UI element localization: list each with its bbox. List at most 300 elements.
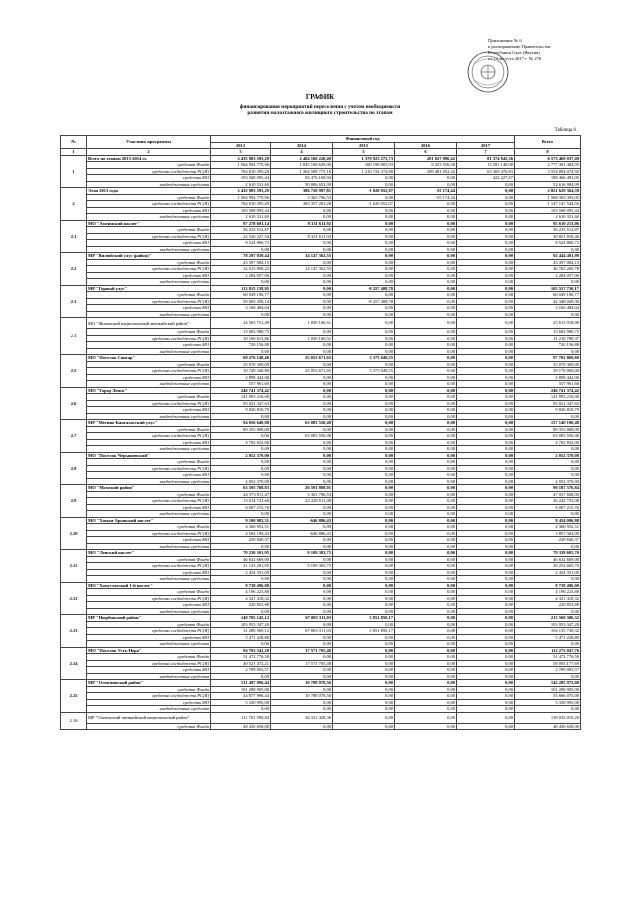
- total-cell: 0,00: [515, 576, 581, 583]
- year-value-cell: 140 705 145,12: [211, 615, 271, 622]
- funding-source-label: средства МО: [87, 207, 211, 214]
- funding-source-label: средства Фонда: [87, 292, 211, 299]
- year-value-cell: 23 228 011,48: [271, 498, 333, 505]
- table-row: [61, 155, 581, 162]
- year-value-cell: 0,00: [457, 465, 515, 472]
- funding-source-label: внебюджетные средства: [87, 446, 211, 453]
- year-value-cell: 0,00: [271, 400, 333, 407]
- year-value-cell: 0,00: [211, 465, 271, 472]
- year-value-cell: 4 702 832,00: [211, 439, 271, 446]
- year-value-cell: 0,00: [333, 595, 395, 602]
- year-value-cell: 56 233 512,87: [211, 227, 271, 234]
- total-cell: 39 176 068,00: [515, 368, 581, 375]
- header-year: 2013: [211, 142, 271, 149]
- year-value-cell: 0,00: [271, 699, 333, 706]
- funding-source-label: средства госбюджета РС(Я): [87, 368, 211, 375]
- year-value-cell: 94 703 342,28: [211, 647, 271, 654]
- year-value-cell: 0,00: [333, 478, 395, 485]
- total-cell: 0,00: [515, 706, 581, 713]
- total-cell: 103 953 347,20: [515, 621, 581, 628]
- year-value-cell: 0,00: [271, 279, 333, 286]
- year-value-cell: 0,00: [457, 498, 515, 505]
- total-cell: 95 021 347,63: [515, 400, 581, 407]
- year-value-cell: 0,00: [271, 543, 333, 550]
- year-value-cell: 0,00: [333, 706, 395, 713]
- year-value-cell: 0,00: [395, 686, 457, 693]
- year-value-cell: -55 174,44: [395, 188, 457, 195]
- year-value-cell: 0,00: [457, 439, 515, 446]
- year-value-cell: 0,00: [333, 556, 395, 563]
- year-value-cell: 0,00: [457, 240, 515, 247]
- year-value-cell: 0,00: [395, 667, 457, 674]
- year-value-cell: 50 605 458,14: [211, 298, 271, 305]
- funding-source-label: средства МО: [87, 407, 211, 414]
- total-cell: 2 898 442,00: [515, 374, 581, 381]
- year-value-cell: 0,00: [395, 400, 457, 407]
- year-value-cell: 3 160 484,04: [211, 305, 271, 312]
- year-value-cell: 0,00: [395, 452, 457, 459]
- year-value-cell: 0,00: [457, 712, 515, 723]
- header-participant: Участник программы: [87, 136, 211, 149]
- year-value-cell: 0,00: [457, 589, 515, 596]
- total-cell: 35 666 075,00: [515, 693, 581, 700]
- year-value-cell: 0,00: [271, 374, 333, 381]
- year-value-cell: 0,00: [395, 621, 457, 628]
- funding-source-label: внебюджетные средства: [87, 478, 211, 485]
- year-value-cell: 0,00: [333, 634, 395, 641]
- funding-source-label: средства госбюджета РС(Я): [87, 400, 211, 407]
- year-value-cell: 43 397 084,15: [211, 259, 271, 266]
- year-value-cell: 0,00: [395, 706, 457, 713]
- year-value-cell: 0,00: [333, 311, 395, 318]
- year-value-cell: 0,00: [395, 446, 457, 453]
- year-value-cell: 0,00: [395, 214, 457, 221]
- year-value-cell: 0,00: [271, 361, 333, 368]
- total-cell: 30 252 665,70: [515, 563, 581, 570]
- year-value-cell: 0,00: [333, 576, 395, 583]
- year-value-cell: 0,00: [457, 253, 515, 260]
- year-value-cell: 209 481 052,42: [395, 168, 457, 175]
- row-number: 2.8: [61, 452, 87, 485]
- year-value-cell: 0,00: [457, 400, 515, 407]
- year-value-cell: 0,00: [457, 342, 515, 349]
- year-value-cell: 10 749 346,80: [211, 368, 271, 375]
- year-value-cell: 0,00: [395, 253, 457, 260]
- year-value-cell: 0,00: [395, 550, 457, 557]
- total-cell: 2 709 093,57: [515, 667, 581, 674]
- year-value-cell: -1 020 052,07: [333, 188, 395, 195]
- year-value-cell: 0,00: [395, 266, 457, 273]
- year-value-cell: 0,00: [395, 279, 457, 286]
- year-value-cell: 0,00: [333, 433, 395, 440]
- participant-name: МР "Олекминский район": [87, 680, 211, 687]
- header-index: 5: [333, 149, 395, 156]
- year-value-cell: 9 109 383,75: [271, 550, 333, 557]
- row-number: 2.13: [61, 615, 87, 648]
- year-value-cell: 0,00: [333, 214, 395, 221]
- funding-source-label: средства Фонда: [87, 524, 211, 531]
- year-value-cell: 386 720 997,81: [271, 188, 333, 195]
- year-value-cell: 0,00: [457, 413, 515, 420]
- year-value-cell: 0,00: [395, 504, 457, 511]
- year-value-cell: 0,00: [457, 407, 515, 414]
- total-cell: 2 052 370,00: [515, 452, 581, 459]
- year-value-cell: 0,00: [271, 240, 333, 247]
- header-num: №: [61, 136, 87, 149]
- year-value-cell: 0,00: [211, 413, 271, 420]
- total-cell: 0,00: [515, 279, 581, 286]
- participant-name: МР "Оленекский эвенкийский национальный район": [87, 712, 211, 723]
- year-value-cell: 17 571 705,48: [271, 660, 333, 667]
- header-index: 7: [457, 149, 515, 156]
- year-value-cell: 0,00: [457, 298, 515, 305]
- year-value-cell: 0,00: [395, 329, 457, 336]
- year-value-cell: 0,00: [333, 446, 395, 453]
- participant-name: МР "Мегино-Кангаласский улус": [87, 420, 211, 427]
- year-value-cell: 0,00: [395, 660, 457, 667]
- header-total: Всего: [515, 136, 581, 149]
- year-value-cell: 14 147 362,55: [271, 253, 333, 260]
- year-value-cell: 0,00: [457, 576, 515, 583]
- year-value-cell: 0,00: [457, 305, 515, 312]
- year-value-cell: 0,00: [333, 537, 395, 544]
- year-value-cell: 63 083 550,48: [271, 420, 333, 427]
- funding-source-label: средства госбюджета РС(Я): [87, 530, 211, 537]
- year-value-cell: 0,00: [457, 214, 515, 221]
- year-value-cell: 0,00: [457, 550, 515, 557]
- year-value-cell: 0,00: [333, 374, 395, 381]
- year-value-cell: 0,00: [457, 420, 515, 427]
- year-value-cell: 78 297 039,44: [211, 253, 271, 260]
- year-value-cell: 0,00: [333, 426, 395, 433]
- funding-source-label: внебюджетные средства: [87, 246, 211, 253]
- year-value-cell: 229 840,37: [211, 537, 271, 544]
- funding-source-label: средства госбюджета РС(Я): [87, 201, 211, 208]
- year-value-cell: 32 615 898,23: [211, 266, 271, 273]
- year-value-cell: 1 370 923 275,73: [333, 155, 395, 162]
- year-value-cell: 0,00: [333, 667, 395, 674]
- year-value-cell: 113 815 138,95: [211, 285, 271, 292]
- year-value-cell: 2 709 093,57: [211, 667, 271, 674]
- year-value-cell: 0,00: [395, 207, 457, 214]
- year-value-cell: 0,00: [333, 517, 395, 524]
- year-value-cell: 0,00: [271, 602, 333, 609]
- year-value-cell: 0,00: [271, 227, 333, 234]
- year-value-cell: 8 738 496,00: [211, 582, 271, 589]
- funding-source-label: средства госбюджета РС(Я): [87, 335, 211, 342]
- year-value-cell: 44 573 811,47: [211, 491, 271, 498]
- year-value-cell: 0,00: [333, 693, 395, 700]
- participant-name: МО "Поселок Черышевский": [87, 452, 211, 459]
- year-value-cell: 0,00: [211, 446, 271, 453]
- year-value-cell: 0,00: [457, 693, 515, 700]
- table-body: [61, 155, 581, 730]
- year-value-cell: 35 070 309,00: [211, 361, 271, 368]
- year-value-cell: 0,00: [271, 511, 333, 518]
- year-value-cell: 0,00: [271, 426, 333, 433]
- subtitle-line: развития малоэтажного жилищного строительства по этапам: [247, 110, 393, 117]
- year-value-cell: 0,00: [333, 563, 395, 570]
- total-cell: 8 454 096,88: [515, 517, 581, 524]
- funding-source-label: средства МО: [87, 342, 211, 349]
- total-cell: 0,00: [515, 543, 581, 550]
- year-value-cell: 720 156,88: [211, 342, 271, 349]
- participant-name: Всего по этапам 2013-2014 гг.: [87, 155, 211, 162]
- funding-source-label: средства МО: [87, 504, 211, 511]
- year-value-cell: 0,00: [333, 400, 395, 407]
- year-value-cell: 0,00: [457, 368, 515, 375]
- row-number: 1: [61, 155, 87, 188]
- year-value-cell: 0,00: [271, 439, 333, 446]
- year-value-cell: 25 053 671,65: [271, 355, 333, 362]
- total-cell: 46 632 669,00: [515, 556, 581, 563]
- year-value-cell: 3 373 049,55: [333, 368, 395, 375]
- total-cell: 42 348 049,36: [515, 298, 581, 305]
- year-value-cell: 101 288 905,00: [211, 686, 271, 693]
- participant-name: МО "Поселок Усть-Нера": [87, 647, 211, 654]
- table-row: [61, 318, 581, 329]
- year-value-cell: 0,00: [271, 608, 333, 615]
- year-value-cell: 0,00: [457, 556, 515, 563]
- total-cell: 43 397 084,15: [515, 259, 581, 266]
- funding-source-label: средства Фонда: [87, 459, 211, 466]
- year-value-cell: 0,00: [271, 654, 333, 661]
- year-value-cell: 95 021 347,63: [211, 400, 271, 407]
- year-value-cell: 5 851 850,17: [333, 615, 395, 622]
- year-value-cell: 0,00: [271, 259, 333, 266]
- year-value-cell: 0,00: [333, 485, 395, 492]
- total-cell: 51 472 776,50: [515, 654, 581, 661]
- year-value-cell: 0,00: [271, 621, 333, 628]
- total-cell: 35 070 309,00: [515, 361, 581, 368]
- year-value-cell: 0,00: [271, 329, 333, 336]
- total-cell: 58 093 177,69: [515, 660, 581, 667]
- year-value-cell: 0,00: [395, 615, 457, 622]
- year-value-cell: 0,00: [395, 459, 457, 466]
- funding-source-label: средства Фонда: [87, 162, 211, 169]
- total-cell: 3 554 894 074,50: [515, 168, 581, 175]
- year-value-cell: 0,00: [333, 335, 395, 342]
- total-cell: 4 366 952,51: [515, 524, 581, 531]
- total-cell: 0,00: [515, 673, 581, 680]
- header-year: 2015: [333, 142, 395, 149]
- year-value-cell: 0,00: [457, 582, 515, 589]
- year-value-cell: 0,00: [457, 478, 515, 485]
- funding-source-label: средства МО: [87, 439, 211, 446]
- year-value-cell: 0,00: [457, 227, 515, 234]
- total-cell: 47 937 608,00: [515, 491, 581, 498]
- year-value-cell: 0,00: [333, 530, 395, 537]
- funding-source-label: средства Фонда: [87, 589, 211, 596]
- year-value-cell: 0,00: [457, 452, 515, 459]
- year-value-cell: 0,00: [395, 259, 457, 266]
- year-value-cell: 0,00: [395, 348, 457, 355]
- year-value-cell: 0,00: [333, 589, 395, 596]
- total-cell: 0,00: [515, 311, 581, 318]
- year-value-cell: 51 472 776,50: [211, 654, 271, 661]
- year-value-cell: 0,00: [271, 537, 333, 544]
- participant-name: МО "Хомустахский 1-й наслег": [87, 582, 211, 589]
- participant-name: МО "Город Ленск": [87, 387, 211, 394]
- year-value-cell: 0,00: [457, 194, 515, 201]
- year-value-cell: 0,00: [395, 589, 457, 596]
- year-value-cell: 0,00: [395, 537, 457, 544]
- total-cell: 4 196 223,80: [515, 589, 581, 596]
- funding-source-label: средства Фонда: [87, 329, 211, 336]
- year-value-cell: 0,00: [457, 361, 515, 368]
- year-value-cell: 0,00: [457, 485, 515, 492]
- funding-source-label: внебюджетные средства: [87, 311, 211, 318]
- year-value-cell: 1 050 166,51: [271, 318, 333, 329]
- year-value-cell: 2 898 442,00: [211, 374, 271, 381]
- total-cell: 4 702 832,00: [515, 439, 581, 446]
- year-value-cell: 0,00: [457, 641, 515, 648]
- year-value-cell: 0,00: [271, 569, 333, 576]
- year-value-cell: 8 453 556,00: [395, 162, 457, 169]
- funding-source-label: внебюджетные средства: [87, 381, 211, 388]
- year-value-cell: 0,00: [457, 207, 515, 214]
- year-value-cell: 60 049 196,77: [211, 292, 271, 299]
- year-value-cell: 46 632 669,00: [211, 556, 271, 563]
- year-value-cell: 0,00: [457, 723, 515, 730]
- year-value-cell: 0,00: [211, 311, 271, 318]
- year-value-cell: 764 810 395,29: [211, 168, 271, 175]
- year-value-cell: 0,00: [211, 608, 271, 615]
- year-value-cell: 0,00: [211, 459, 271, 466]
- row-number: 2.15: [61, 680, 87, 713]
- year-value-cell: 2 484 160 226,49: [271, 155, 333, 162]
- year-value-cell: 2 610 331,60: [211, 181, 271, 188]
- funding-source-label: средства госбюджета РС(Я): [87, 660, 211, 667]
- total-cell: 48 430 658,00: [515, 723, 581, 730]
- year-value-cell: 0,00: [395, 563, 457, 570]
- total-cell: 103 568 095,44: [515, 207, 581, 214]
- header-index: 1: [61, 149, 87, 156]
- year-value-cell: 0,00: [333, 318, 395, 329]
- year-value-cell: 0,00: [333, 420, 395, 427]
- row-number: 2: [61, 188, 87, 221]
- year-value-cell: 0,00: [457, 517, 515, 524]
- year-value-cell: 0,00: [333, 686, 395, 693]
- year-value-cell: 0,00: [333, 660, 395, 667]
- year-value-cell: 0,00: [457, 608, 515, 615]
- year-value-cell: 3 373 049,55: [333, 355, 395, 362]
- year-value-cell: 8 524 860,73: [211, 240, 271, 247]
- year-value-cell: 0,00: [333, 582, 395, 589]
- year-value-cell: 9 100 983,31: [211, 517, 271, 524]
- header-year: 2016: [395, 142, 457, 149]
- year-value-cell: 0,00: [271, 576, 333, 583]
- year-value-cell: 0,00: [395, 342, 457, 349]
- year-value-cell: 50 006 653,39: [271, 181, 333, 188]
- year-value-cell: 0,00: [395, 595, 457, 602]
- total-cell: 557 961,60: [515, 381, 581, 388]
- total-cell: 0,00: [515, 446, 581, 453]
- year-value-cell: 0,00: [271, 723, 333, 730]
- year-value-cell: 0,00: [211, 641, 271, 648]
- year-value-cell: 0,00: [457, 647, 515, 654]
- year-value-cell: 0,00: [395, 368, 457, 375]
- year-value-cell: 0,00: [457, 181, 515, 188]
- row-number: 2.10: [61, 517, 87, 550]
- year-value-cell: 0,00: [271, 478, 333, 485]
- year-value-cell: 0,00: [271, 413, 333, 420]
- year-value-cell: 14 147 362,55: [271, 266, 333, 273]
- total-cell: 720 156,88: [515, 342, 581, 349]
- year-value-cell: 0,00: [395, 641, 457, 648]
- year-value-cell: 0,00: [395, 699, 457, 706]
- year-value-cell: 25 053 671,65: [271, 368, 333, 375]
- funding-source-label: средства госбюджета РС(Я): [87, 433, 211, 440]
- year-value-cell: 0,00: [271, 465, 333, 472]
- row-number: 2.11: [61, 550, 87, 583]
- appendix-line: от 14 августа 2017 г. № 276: [488, 56, 542, 61]
- year-value-cell: 1 564 994 770,96: [211, 162, 271, 169]
- year-value-cell: 0,00: [333, 305, 395, 312]
- funding-source-label: средства Фонда: [87, 723, 211, 730]
- year-value-cell: 0,00: [271, 387, 333, 394]
- row-number: 2.5: [61, 355, 87, 388]
- year-value-cell: 557 961,60: [211, 381, 271, 388]
- year-value-cell: 0,00: [457, 654, 515, 661]
- total-cell: 90 187 576,84: [515, 485, 581, 492]
- year-value-cell: 0,00: [457, 311, 515, 318]
- year-value-cell: 0,00: [395, 426, 457, 433]
- participant-name: МР "Нюрбинский район": [87, 615, 211, 622]
- year-value-cell: 1 564 994 770,96: [211, 194, 271, 201]
- total-cell: 138 033 019,20: [515, 712, 581, 723]
- row-number: 2.7: [61, 420, 87, 453]
- year-value-cell: 0,00: [271, 673, 333, 680]
- year-value-cell: 70 230 301,95: [211, 550, 271, 557]
- year-value-cell: 0,00: [271, 524, 333, 531]
- year-value-cell: 0,00: [457, 504, 515, 511]
- year-value-cell: 0,00: [333, 279, 395, 286]
- year-value-cell: 0,00: [395, 498, 457, 505]
- year-value-cell: 10 788 078,56: [271, 693, 333, 700]
- year-value-cell: 0,00: [457, 459, 515, 466]
- year-value-cell: 0,00: [333, 259, 395, 266]
- header-index: 4: [271, 149, 333, 156]
- total-cell: 220 853,88: [515, 602, 581, 609]
- year-value-cell: 0,00: [457, 660, 515, 667]
- header-index: 3: [211, 149, 271, 156]
- year-value-cell: 0,00: [395, 608, 457, 615]
- year-value-cell: 4 321 418,32: [211, 595, 271, 602]
- participant-name: Этап 2013 года: [87, 188, 211, 195]
- total-cell: 2 777 491 484,95: [515, 162, 581, 169]
- year-value-cell: 8 331 611,92: [271, 220, 333, 227]
- year-value-cell: 0,00: [457, 634, 515, 641]
- year-value-cell: 220 853,88: [211, 602, 271, 609]
- year-value-cell: 0,00: [333, 292, 395, 299]
- funding-source-label: средства госбюджета РС(Я): [87, 498, 211, 505]
- year-value-cell: 0,00: [333, 569, 395, 576]
- year-value-cell: 67 003 311,03: [271, 615, 333, 622]
- year-value-cell: 0,00: [333, 511, 395, 518]
- year-value-cell: 2 435 983 593,29: [211, 155, 271, 162]
- participant-name: МО "Поселок Сангар": [87, 355, 211, 362]
- year-value-cell: 0,00: [457, 686, 515, 693]
- year-value-cell: 0,00: [211, 472, 271, 479]
- total-cell: 246 741 374,42: [515, 387, 581, 394]
- year-value-cell: 0,00: [395, 543, 457, 550]
- year-value-cell: 0,00: [457, 595, 515, 602]
- year-value-cell: -1 020 052,07: [333, 201, 395, 208]
- year-value-cell: 0,00: [333, 491, 395, 498]
- year-value-cell: 0,00: [333, 498, 395, 505]
- year-value-cell: 0,00: [333, 602, 395, 609]
